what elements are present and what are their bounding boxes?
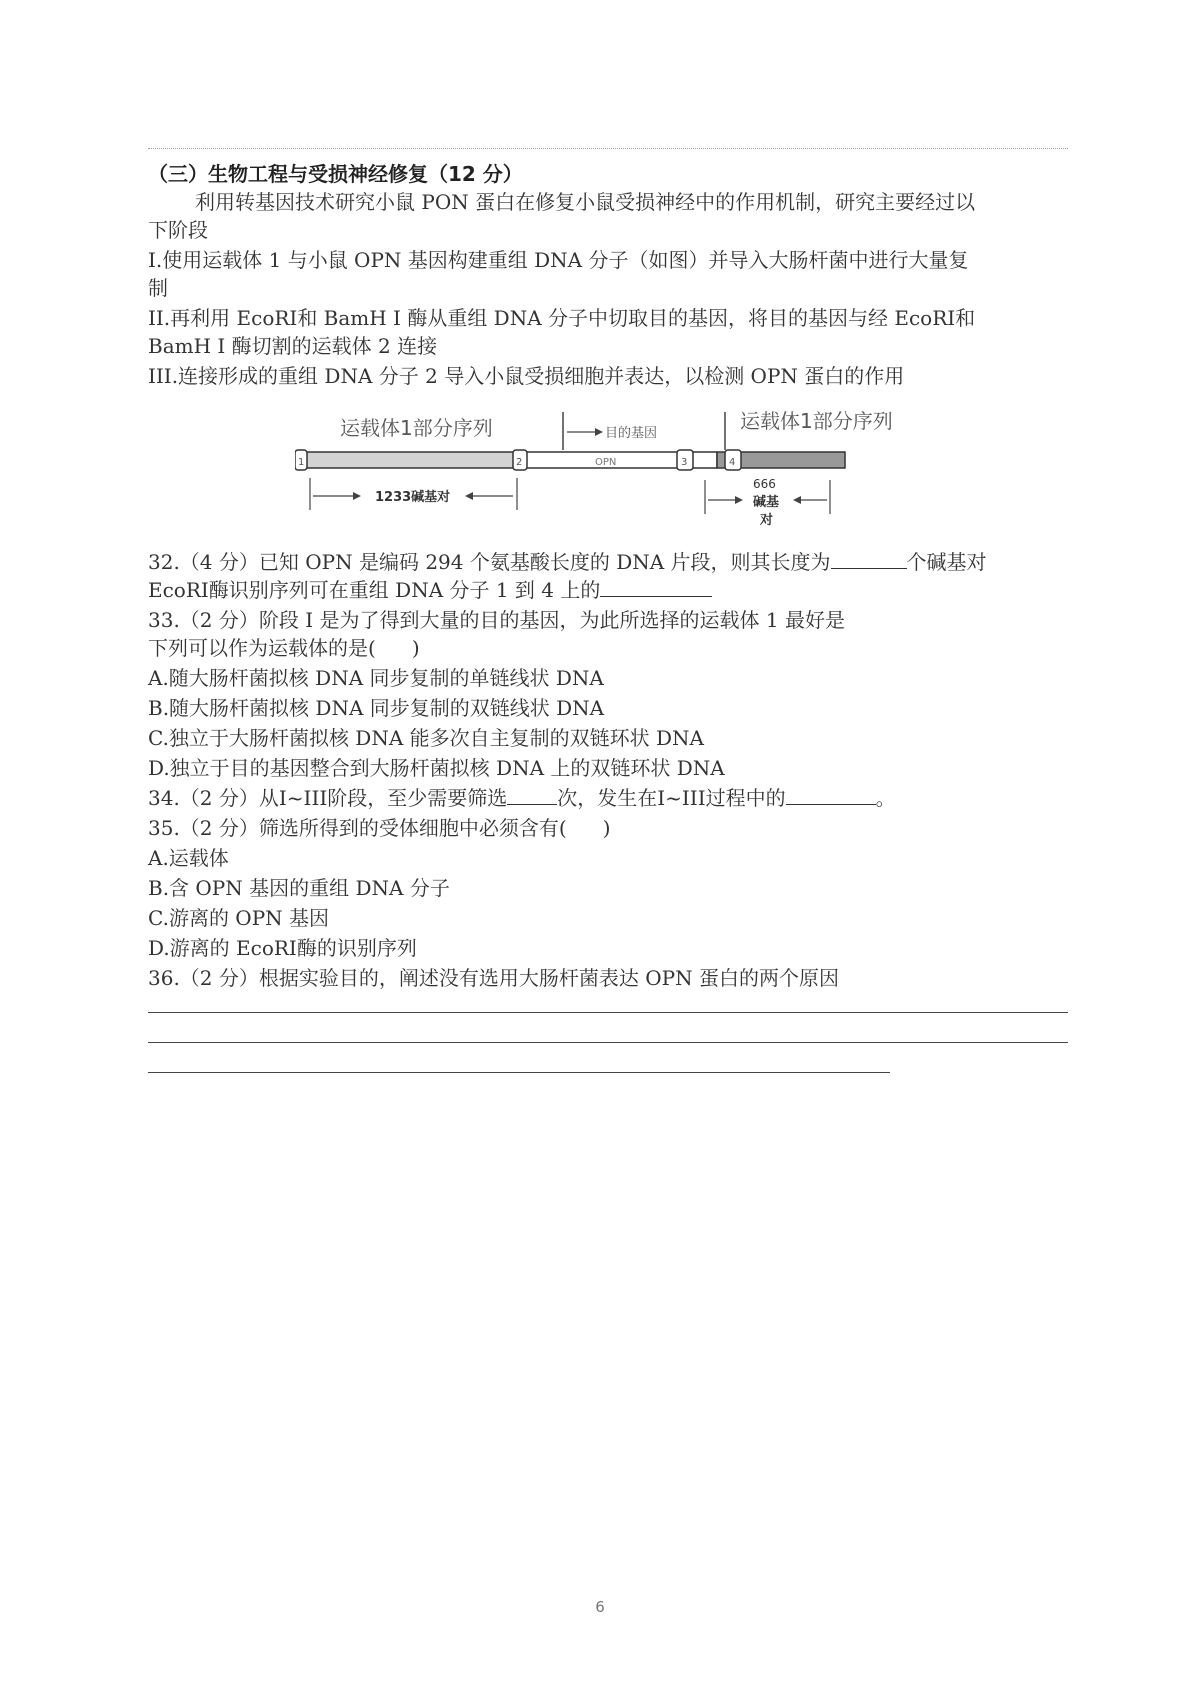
site-label-1: 1 xyxy=(298,457,305,468)
q34-blank-times[interactable] xyxy=(507,784,557,805)
q36-line: 36.（2 分）根据实验目的，阐述没有选用大肠杆菌表达 OPN 蛋白的两个原因 xyxy=(148,966,839,990)
q33-paren-close: ) xyxy=(411,636,420,660)
left-length-arrowhead-right xyxy=(465,492,473,500)
right-vector-label: 运载体1部分序列 xyxy=(740,410,893,433)
recombinant-dna-diagram xyxy=(295,410,895,540)
intro-line-2: 下阶段 xyxy=(148,218,208,242)
intro-line-1: 利用转基因技术研究小鼠 PON 蛋白在修复小鼠受损神经中的作用机制，研究主要经过以 xyxy=(195,190,976,214)
left-vector-label: 运载体1部分序列 xyxy=(340,416,493,440)
site-label-2: 2 xyxy=(516,457,523,468)
q35-option-c: C.游离的 OPN 基因 xyxy=(148,906,330,930)
gene-label: OPN xyxy=(595,457,617,468)
answer-line-3[interactable] xyxy=(148,1072,890,1073)
q33-text-b: 下列可以作为运载体的是( xyxy=(148,636,376,660)
right-length-unit-2: 对 xyxy=(760,513,774,528)
q35-option-d: D.游离的 EcoRI酶的识别序列 xyxy=(148,936,417,960)
right-length-arrowhead-left xyxy=(735,496,743,504)
right-length-unit-1: 碱基 xyxy=(753,495,780,510)
q34-line xyxy=(148,784,896,812)
stage2-line-2: BamH I 酶切割的运载体 2 连接 xyxy=(148,334,438,358)
q33-option-c: C.独立于大肠杆菌拟核 DNA 能多次自主复制的双链环状 DNA xyxy=(148,726,704,750)
stage3-line: III.连接形成的重组 DNA 分子 2 导入小鼠受损细胞并表达，以检测 OPN 蛋白的作用 xyxy=(148,364,905,388)
q32-line-2 xyxy=(148,576,712,604)
q32-blank-length[interactable] xyxy=(831,548,907,569)
site-label-3: 3 xyxy=(681,457,688,468)
q35-paren-close: ) xyxy=(602,816,611,840)
top-divider xyxy=(148,148,1068,149)
q35-text: 35.（2 分）筛选所得到的受体细胞中必须含有( xyxy=(148,816,567,840)
q32-line-1 xyxy=(148,548,987,576)
q32-text-c: EcoRI酶识别序列可在重组 DNA 分子 1 到 4 上的 xyxy=(148,578,601,602)
left-length-arrowhead-left xyxy=(353,492,361,500)
site-label-4: 4 xyxy=(729,457,736,468)
vector-left-segment xyxy=(303,452,519,468)
target-gene-label: 目的基因 xyxy=(605,426,658,441)
q34-text-a: 34.（2 分）从I~III阶段，至少需要筛选 xyxy=(148,786,508,810)
q33-option-d: D.独立于目的基因整合到大肠杆菌拟核 DNA 上的双链环状 DNA xyxy=(148,756,725,780)
stage2-line-1: II.再利用 EcoRI和 BamH I 酶从重组 DNA 分子中切取目的基因，将目的基因与经 EcoRI和 xyxy=(148,306,976,330)
left-length-label: 1233碱基对 xyxy=(375,490,451,505)
q33-line-2 xyxy=(148,634,420,662)
q33-option-b: B.随大肠杆菌拟核 DNA 同步复制的双链线状 DNA xyxy=(148,696,605,720)
q32-text-b: 个碱基对 xyxy=(906,550,987,574)
target-gene-arrowhead xyxy=(595,428,603,436)
q32-blank-site[interactable] xyxy=(600,576,712,597)
q34-blank-process[interactable] xyxy=(786,784,876,805)
q35-line xyxy=(148,814,611,842)
q34-text-c: 。 xyxy=(875,786,896,810)
page-number: 6 xyxy=(595,1598,605,1616)
stage1-line-1: I.使用运载体 1 与小鼠 OPN 基因构建重组 DNA 分子（如图）并导入大肠杆菌中进行大量复 xyxy=(148,248,969,272)
q35-option-b: B.含 OPN 基因的重组 DNA 分子 xyxy=(148,876,450,900)
q33-line-1: 33.（2 分）阶段 I 是为了得到大量的目的基因，为此所选择的运载体 1 最好是 xyxy=(148,608,845,632)
stage1-line-2: 制 xyxy=(148,276,168,300)
q33-option-a: A.随大肠杆菌拟核 DNA 同步复制的单链线状 DNA xyxy=(148,666,604,690)
answer-line-1[interactable] xyxy=(148,1012,1068,1013)
section-heading: （三）生物工程与受损神经修复（12 分） xyxy=(148,162,523,186)
q32-text-a: 32.（4 分）已知 OPN 是编码 294 个氨基酸长度的 DNA 片段，则其长度为 xyxy=(148,550,831,574)
right-length-arrowhead-right xyxy=(793,496,801,504)
q35-option-a: A.运载体 xyxy=(148,846,229,870)
answer-line-2[interactable] xyxy=(148,1042,1068,1043)
right-length-number: 666 xyxy=(753,477,776,491)
q34-text-b: 次，发生在I~III过程中的 xyxy=(557,786,786,810)
